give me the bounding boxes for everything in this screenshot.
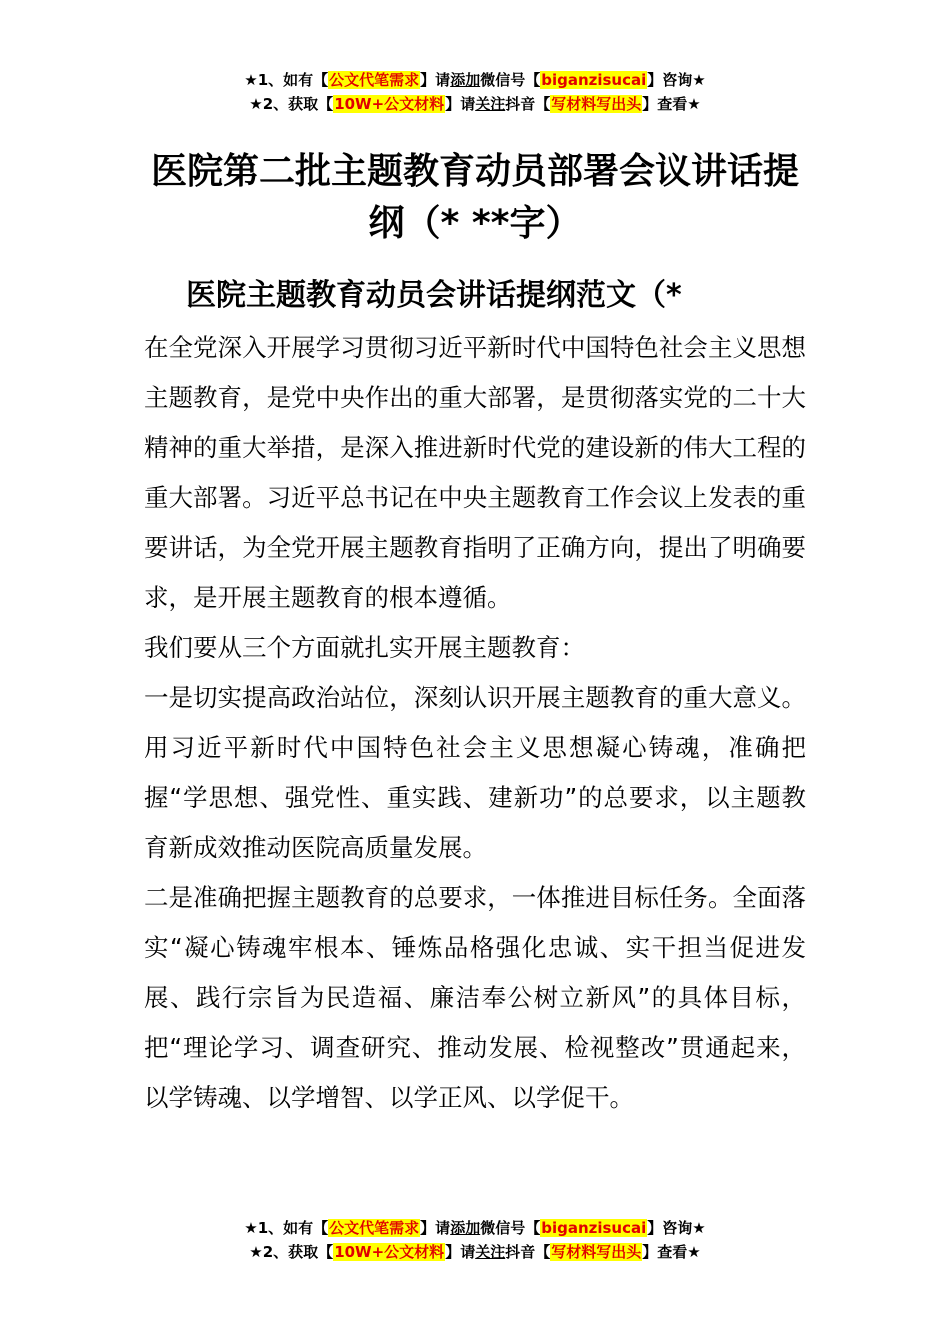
banner-text: 】咨询★	[647, 1219, 706, 1237]
document-title: 医院第二批主题教育动员部署会议讲话提纲（* **字）	[150, 151, 799, 244]
paragraph-lead: 我们要从三个方面就扎实开展主题教育：	[144, 633, 585, 662]
highlight-service: 公文代笔需求	[329, 1219, 420, 1237]
banner-text: 微信号【	[480, 1219, 541, 1237]
banner-text: ★1、如有【	[244, 71, 329, 89]
banner-text: 微信号【	[480, 71, 541, 89]
banner-text: 抖音【	[505, 1243, 551, 1261]
document-body	[144, 323, 806, 1123]
underline-add: 添加	[450, 71, 481, 89]
banner-line-2	[0, 1240, 950, 1264]
banner-line-2	[0, 92, 950, 116]
document-subtitle: 医院主题教育动员会讲话提纲范文（*	[186, 278, 682, 313]
banner-line-1	[0, 1216, 950, 1240]
highlight-service: 公文代笔需求	[329, 71, 420, 89]
header-banner	[0, 68, 950, 116]
paragraph-point-2: 二是准确把握主题教育的总要求，一体推进目标任务。全面落实“凝心铸魂牢根本、锤炼品格强化忠诚、实干担当促进发展、践行宗旨为民造福、廉洁奉公树立新风”的具体目标，把“理论学习、调查研究、推动发展、检视整改”贯通起来，以学铸魂、以学增智、以学正风、以学促干。	[144, 883, 806, 1112]
underline-follow: 关注	[475, 95, 506, 113]
highlight-douyin: 写材料写出头	[551, 95, 642, 113]
banner-text: 】咨询★	[647, 71, 706, 89]
highlight-wechat-id: biganzisucai	[541, 71, 647, 89]
banner-text: 】查看★	[642, 95, 701, 113]
paragraph-point-1: 一是切实提高政治站位，深刻认识开展主题教育的重大意义。用习近平新时代中国特色社会主义思想凝心铸魂，准确把握“学思想、强党性、重实践、建新功”的总要求，以主题教育新成效推动医院高质量发展。	[144, 683, 806, 862]
footer-banner	[0, 1216, 950, 1264]
banner-text: 】请	[445, 1243, 476, 1261]
highlight-materials: 10W+公文材料	[334, 1243, 445, 1261]
paragraph-intro: 在全党深入开展学习贯彻习近平新时代中国特色社会主义思想主题教育，是党中央作出的重大部署，是贯彻落实党的二十大精神的重大举措，是深入推进新时代党的建设新的伟大工程的重大部署。习近平总书记在中央主题教育工作会议上发表的重要讲话，为全党开展主题教育指明了正确方向，提出了明确要求，是开展主题教育的根本遵循。	[144, 333, 806, 612]
banner-text: 】查看★	[642, 1243, 701, 1261]
highlight-douyin: 写材料写出头	[551, 1243, 642, 1261]
banner-text: ★2、获取【	[249, 95, 334, 113]
underline-follow: 关注	[475, 1243, 506, 1261]
banner-text: ★1、如有【	[244, 1219, 329, 1237]
banner-text: 】请	[420, 71, 451, 89]
underline-add: 添加	[450, 1219, 481, 1237]
highlight-wechat-id: biganzisucai	[541, 1219, 647, 1237]
banner-text: 】请	[445, 95, 476, 113]
banner-line-1	[0, 68, 950, 92]
banner-text: 】请	[420, 1219, 451, 1237]
banner-text: 抖音【	[505, 95, 551, 113]
banner-text: ★2、获取【	[249, 1243, 334, 1261]
highlight-materials: 10W+公文材料	[334, 95, 445, 113]
